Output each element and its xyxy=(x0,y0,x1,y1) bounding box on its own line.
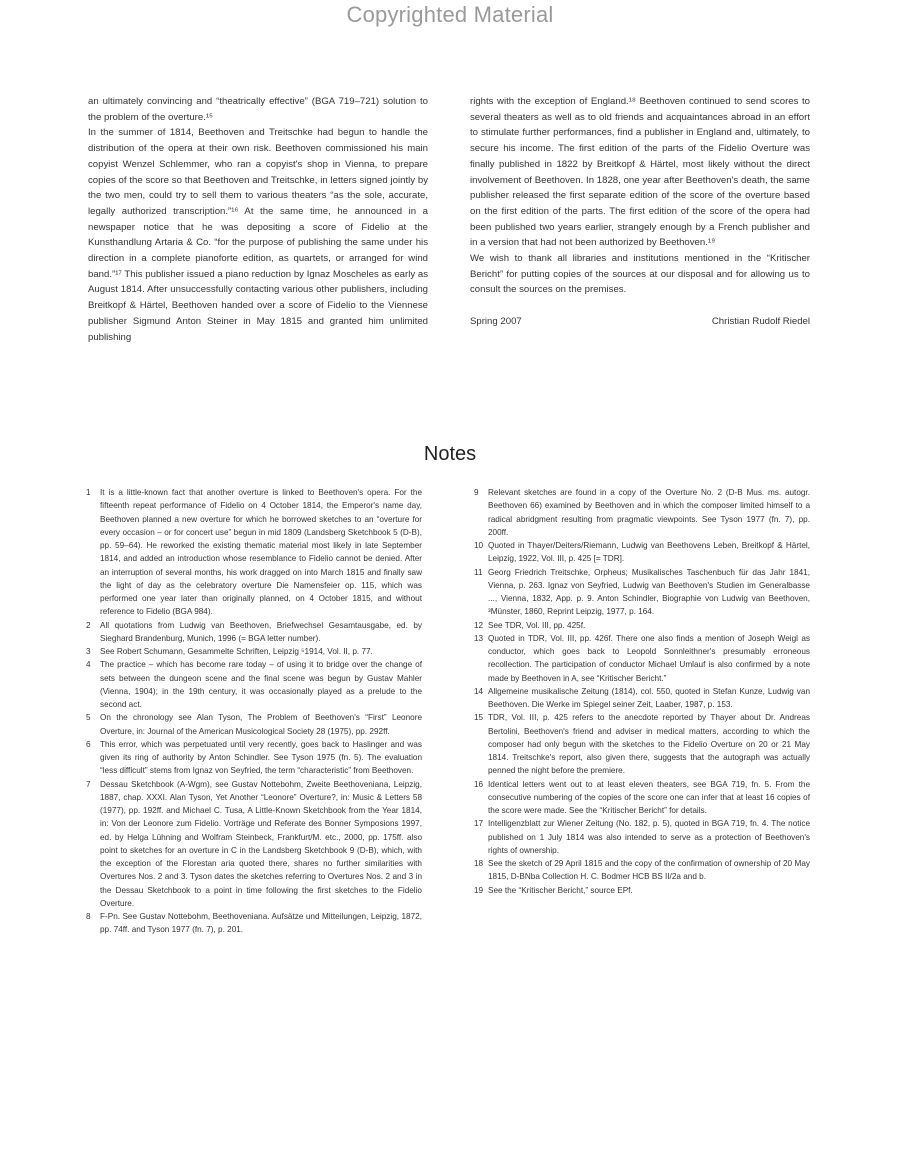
footnote-text: It is a little-known fact that another overture is linked to Beethoven's opera. For the fifteenth repeat performance of Fidelio on 4 October 1814, the Emperor's name day, Beethoven planned a new overture for which he borrowed sketches to an “overture for every occasion – or for concert use” begun in mid 1809 (Landsberg Sketchbook 5 (D-B), pp. 59–64). He reworked the existing thematic material most likely in late September 1814, and added an introduction whose resemblance to Fidelio cannot be denied. After an interruption of several months, his work dragged on into March 1815 and finally saw the light of day as the celebratory overture Die Namensfeier op. 115, which was performed one year later than originally planned, on 4 October 1815, and without reference to Fidelio (BGA 984). xyxy=(100,488,422,617)
footnote-text: Quoted in Thayer/Deiters/Riemann, Ludwig van Beethovens Leben, Breitkopf & Härtel, Leipzig, 1922, Vol. III, p. 425 [= TDR]. xyxy=(488,541,810,564)
body-paragraph: We wish to thank all libraries and institutions mentioned in the “Kritischer Bericht” for putting copies of the sources at our disposal and for allowing us to consult the sources on the premises. xyxy=(470,253,810,296)
footnote-text: Dessau Sketchbook (A-Wgm), see Gustav Nottebohm, Zweite Beethoveniana, Leipzig, 1887, chap. XXXI. Alan Tyson, Yet Another “Leonore” Overture?, in: Music & Letters 58 (1977), pp. 192ff. and Michael C. Tusa, A Little-Known Sketchbook from the Year 1814, in: Von der Leonore zum Fidelio. Vorträge und Referate des Bonner Symposions 1997, ed. by Helga Lühning and Wolfram Steinbeck, Frankfurt/M. etc., 2000, pp. 175ff. also point to sketches for an overture in C in the Landsberg Sketchbook 9 (D-B), which, with the exception of the Florestan aria quoted there, shares no further similarities with Overtures Nos. 2 and 3. Tyson dates the sketches referring to Overtures Nos. 2 and 3 in the Dessau Sketchbook to a point in time following the first sketches to the Fidelio Overture. xyxy=(100,779,422,908)
footnote xyxy=(86,711,422,738)
footnote-text: Georg Friedrich Treitschke, Orpheus; Musikalisches Taschenbuch für das Jahr 1841, Vienna, p. 263. Ignaz von Seyfried, Ludwig van Beethoven's Studien im Generalbasse ..., Vienna, 1832, App. p. 9. Anton Schindler, Biographie von Ludwig van Beethoven, ³Münster, 1860, Reprint Leipzig, 1977, p. 164. xyxy=(488,567,810,617)
date: Spring 2007 xyxy=(470,316,522,328)
footnote-text: TDR, Vol. III, p. 425 refers to the anecdote reported by Thayer about Dr. Andreas Bertolini, Beethoven's friend and adviser in medical matters, according to which the composer had only begun with the sketches to the Fidelio Overture on 20 or 21 May 1814. Treitschke's report, also given there, suggests that the autograph was actually penned the night before the premiere. xyxy=(488,713,810,776)
body-paragraph: an ultimately convincing and “theatrically effective” (BGA 719–721) solution to the problem of the overture.¹⁵ xyxy=(88,96,428,123)
footnote xyxy=(86,486,422,619)
footnote xyxy=(474,857,810,884)
footnote-number: 15 xyxy=(474,713,484,723)
body-column-left xyxy=(88,94,428,345)
footnote xyxy=(474,539,810,566)
footnote xyxy=(86,645,422,658)
notes-column-right xyxy=(474,486,810,897)
footnote xyxy=(474,817,810,857)
footnote-number: 10 xyxy=(474,541,484,550)
footnote-text: The practice – which has become rare today – of using it to bridge over the change of sets between the dungeon scene and the final scene was begun by Gustav Mahler (Vienna, 1904); in the 19th century, it was occasionally played as a prelude to the second act. xyxy=(100,660,422,709)
footnote xyxy=(474,486,810,539)
footnote-number: 8 xyxy=(86,912,91,921)
footnote xyxy=(474,619,810,632)
footnote-text: All quotations from Ludwig van Beethoven, Briefwechsel Gesamtausgabe, ed. by Sieghard Brandenburg, Munich, 1996 (= BGA letter number). xyxy=(100,620,422,643)
footnote xyxy=(86,738,422,778)
footnote-text: Allgemeine musikalische Zeitung (1814), col. 550, quoted in Stefan Kunze, Ludwig van Beethoven. Die Werke im Spiegel seiner Zeit, Laaber, 1987, p. 153. xyxy=(488,686,810,709)
footnote-text: This error, which was perpetuated until very recently, goes back to Haslinger and was given its ring of authority by Anton Schindler. See Tyson 1975 (fn. 5). The evaluation “less difficult” stems from Ignaz von Seyfried, the term “characteristic” from Beethoven. xyxy=(100,739,422,776)
footnote-number: 4 xyxy=(86,660,91,670)
footnote-text: See Robert Schumann, Gesammelte Schriften, Leipzig ⁵1914, Vol. II, p. 77. xyxy=(100,647,373,656)
footnote-number: 16 xyxy=(474,779,484,789)
notes-heading: Notes xyxy=(423,443,477,465)
footnote-text: F-Pn. See Gustav Nottebohm, Beethoveniana. Aufsätze und Mitteilungen, Leipzig, 1872, pp. 74ff. and Tyson 1977 (fn. 7), p. 201. xyxy=(100,912,422,935)
footnote-text: See TDR, Vol. III, pp. 425f. xyxy=(488,620,586,630)
footnote-number: 13 xyxy=(474,633,484,643)
footnote-number: 6 xyxy=(86,739,91,749)
footnote-number: 5 xyxy=(86,713,91,723)
footnote-number: 14 xyxy=(474,686,484,696)
footnote-number: 9 xyxy=(474,488,479,497)
body-paragraph: rights with the exception of England.¹⁸ Beethoven continued to send scores to several theaters as well as to old friends and acquaintances abroad in an effort to stimulate further performances, find a publisher in England and, ultimately, to secure his income. The first edition of the parts of the Fidelio Overture was finally published in 1822 by Breitkopf & Härtel, most likely without the direct involvement of Beethoven. In 1828, one year after Beethoven's death, the same publisher released the first separate edition of the score of the overture based on the first edition of the parts. The first edition of the score of the opera had been published two years earlier, strangely enough by a French publisher and in a version that had not been authorized by Beethoven.¹⁹ xyxy=(470,96,810,249)
footnote-number: 12 xyxy=(474,620,484,630)
footnote-text: Quoted in TDR, Vol. III, pp. 426f. There one also finds a mention of Joseph Weigl as conductor, which goes back to Leopold Sonnleithner's presumably erroneous recollection. The participation of conductor Michael Umlauf is also confirmed by a note made by Beethoven in A, see “Kritischer Bericht.” xyxy=(488,633,810,683)
footnote-text: Relevant sketches are found in a copy of the Overture No. 2 (D-B Mus. ms. autogr. Beethoven 66) examined by Beethoven and in which the composer limited himself to a radical abridgment resulting from pragmatic viewpoints. See Tyson 1977 (fn. 7), pp. 200ff. xyxy=(488,488,810,537)
footnote xyxy=(474,566,810,619)
body-column-right xyxy=(470,94,810,330)
footnote xyxy=(474,711,810,777)
notes-column-left xyxy=(86,486,422,937)
footnote-number: 19 xyxy=(474,885,484,895)
body-paragraph: In the summer of 1814, Beethoven and Treitschke had begun to handle the distribution of the opera at their own risk. Beethoven commissioned his main copyist Wenzel Schlemmer, who ran a copyist's shop in Vienna, to prepare copies of the score so that Beethoven and Treitschke, in letters signed jointly by the two men, could try to sell them to various theaters “as the sole, accurate, legally authorized transcription.”¹⁶ At the same time, he announced in a newspaper notice that he was depositing a score of Fidelio at the Kunsthandlung Artaria & Co. “for the purpose of publishing the same under his direction in a complete pianoforte edition, as quartets, or arranged for wind band.”¹⁷ This publisher issued a piano reduction by Ignaz Moscheles as early as August 1814. After unsuccessfully contacting various other publishers, including Breitkopf & Härtel, Beethoven handed over a score of Fidelio to the Viennese publisher Sigmund Anton Steiner in May 1815 and granted him unlimited publishing xyxy=(88,127,428,343)
author: Christian Rudolf Riedel xyxy=(711,316,810,328)
footnote-number: 2 xyxy=(86,620,91,630)
footnote-text: Intelligenzblatt zur Wiener Zeitung (No. 182, p. 5), quoted in BGA 719, fn. 4. The notice published on 1 July 1814 was also intended to serve as a protection of Beethoven's rights of ownership. xyxy=(488,819,810,855)
footnote-number: 3 xyxy=(86,647,91,656)
footnote-number: 17 xyxy=(474,819,484,829)
watermark: Copyrighted Material xyxy=(346,2,554,27)
footnote-number: 18 xyxy=(474,859,484,868)
footnote xyxy=(86,658,422,711)
footnote xyxy=(474,685,810,712)
signature-line xyxy=(470,314,810,330)
footnote xyxy=(474,884,810,897)
footnote xyxy=(86,619,422,646)
footnote-text: See the sketch of 29 April 1815 and the copy of the confirmation of ownership of 20 May 1815, D-BNba Collection H. C. Bodmer HCB BS II/2a and b. xyxy=(488,859,810,882)
footnote xyxy=(86,778,422,911)
footnote-text: See the “Kritischer Bericht,” source EPf. xyxy=(488,885,633,895)
footnote-number: 1 xyxy=(86,488,91,497)
footnote xyxy=(86,910,422,937)
footnote xyxy=(474,778,810,818)
footnote-text: On the chronology see Alan Tyson, The Problem of Beethoven's “First” Leonore Overture, in: Journal of the American Musicological Society 28 (1975), pp. 292ff. xyxy=(100,713,422,736)
footnote-number: 7 xyxy=(86,779,91,789)
footnote xyxy=(474,632,810,685)
footnote-text: Identical letters went out to at least eleven theaters, see BGA 719, fn. 5. From the consecutive numbering of the copies of the score one can infer that at least 16 copies of the score were made. See the “Kritischer Bericht” for details. xyxy=(488,779,810,815)
footnote-number: 11 xyxy=(474,567,483,577)
